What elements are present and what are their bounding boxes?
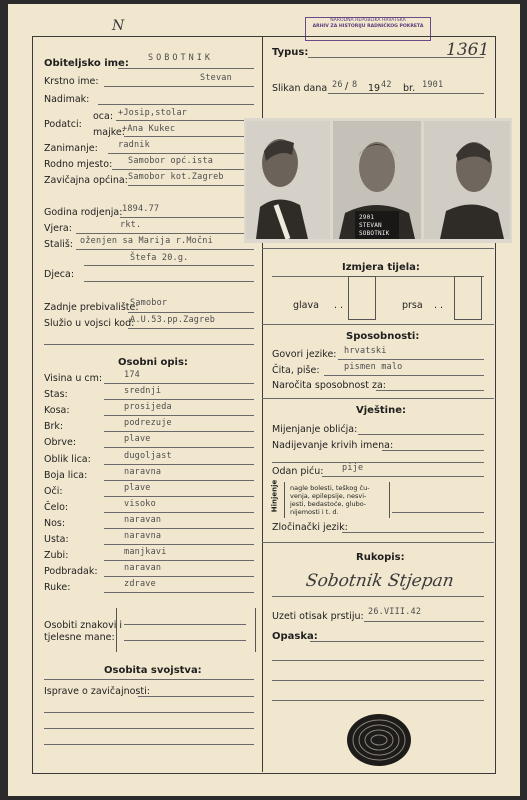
opis-label: Nos:	[44, 517, 66, 529]
zanimanje-label: Zanimanje:	[44, 143, 98, 154]
stalis-line	[76, 249, 254, 250]
glava-label: glava	[293, 300, 319, 311]
godina-line	[120, 217, 254, 218]
otisak-value: 26.VIII.42	[368, 607, 422, 617]
krstno-ime-line	[104, 86, 254, 87]
isprave-line-4	[44, 744, 254, 745]
fingerprint-image	[344, 708, 414, 768]
cita-line	[324, 375, 484, 376]
otisak-line	[364, 621, 484, 622]
znakovi-label-1: Osobiti znakovi i	[44, 620, 123, 631]
opis-label: Zubi:	[44, 550, 69, 562]
znakovi-line-1	[124, 624, 246, 625]
rodno-mjesto-line	[112, 169, 254, 170]
opis-value: naravan	[124, 514, 162, 525]
mugshot-photo-strip	[244, 118, 512, 243]
godina-value: 1894.77	[122, 204, 160, 214]
vjera-line	[76, 233, 254, 234]
slikan-month: 8	[352, 80, 358, 90]
mijenjanje-line	[358, 434, 484, 435]
stalis-value: oženjen sa Marija r.Močni	[80, 236, 213, 246]
opis-label: Čelo:	[44, 501, 69, 513]
opis-label: Podbradak:	[44, 566, 98, 578]
opis-line	[104, 576, 254, 577]
opis-line	[104, 512, 254, 513]
prsa-dots: . .	[434, 300, 444, 311]
handwritten-letter-n: N	[112, 18, 125, 34]
majke-value: +Ana Kukec	[122, 124, 176, 134]
hinjenje-text-line: nagle bolesti, teškog ču-	[290, 484, 370, 492]
godina-label: Godina rodjenja:	[44, 207, 123, 218]
isprave-line-3	[44, 728, 254, 729]
svojstva-line	[44, 679, 254, 680]
zlocinacki-label: Zločinački jezik:	[272, 522, 348, 533]
br-label: br.	[403, 83, 416, 94]
opis-line	[104, 383, 254, 384]
signature: Sobotnik Stjepan	[304, 571, 456, 591]
opis-value: visoko	[124, 498, 156, 509]
narocita-line	[376, 390, 484, 391]
sposobnosti-heading: Sposobnosti:	[346, 331, 420, 342]
opis-value: manjkavi	[124, 547, 167, 558]
odan-label: Odan piću:	[272, 466, 324, 477]
slikan-year: 42	[381, 80, 392, 90]
izmjera-heading: Izmjera tijela:	[342, 262, 420, 273]
opaska-label: Opaska:	[272, 631, 318, 642]
osobita-svojstva-heading: Osobita svojstva:	[104, 665, 202, 676]
majke-line	[124, 136, 254, 137]
rodno-mjesto-value: Samobor opć.ista	[128, 156, 214, 166]
podatci-label: Podatci:	[44, 119, 82, 130]
izmjera-bottom-line	[262, 324, 494, 325]
zanimanje-value: radnik	[118, 140, 150, 150]
opis-value: dugoljast	[124, 450, 172, 461]
mugshot-profile-left	[246, 121, 330, 239]
opaska-line-3	[272, 680, 484, 681]
majke-label: majke:	[93, 127, 125, 138]
vojska-value: A.U.53.pp.Zagreb	[130, 315, 216, 325]
photo-tag-number: 2901	[359, 214, 375, 221]
mugshot-profile-right	[424, 121, 510, 239]
opis-value: 174	[124, 370, 140, 380]
photo-bottom-line	[262, 248, 494, 249]
opaska-line	[310, 641, 484, 642]
slikan-label: Slikan dana	[272, 83, 328, 94]
opis-value: zdrave	[124, 579, 156, 590]
profile-right-portrait	[424, 121, 510, 239]
vjera-label: Vjera:	[44, 223, 72, 234]
isprave-label: Isprave o zavičajnosti:	[44, 686, 150, 697]
isprave-line-1	[138, 696, 254, 697]
cita-label: Čita, piše:	[272, 365, 320, 376]
zanimanje-line	[108, 153, 254, 154]
otisak-label: Uzeti otisak prstiju:	[272, 611, 364, 622]
odan-line	[322, 476, 484, 477]
slikan-separator: /	[345, 81, 349, 92]
vjestine-bottom-line	[262, 542, 494, 543]
photo-tag-surname: SOBOTNIK	[359, 230, 390, 237]
isprave-line-2	[44, 712, 254, 713]
oca-line	[116, 120, 254, 121]
znakovi-bracket	[116, 608, 256, 652]
nadimak-line	[98, 104, 254, 105]
opis-line	[104, 528, 254, 529]
djeca-line-2	[84, 281, 254, 282]
zlocinacki-line	[342, 532, 484, 533]
vojska-line-2	[44, 344, 254, 345]
hinjenje-answer-line	[392, 512, 484, 513]
stamp-line-2: ARHIV ZA HISTORIJU RADNIČKOG POKRETA	[312, 24, 424, 29]
opis-label: Obrve:	[44, 437, 77, 449]
photo-tag-firstname: STEVAN	[359, 222, 382, 229]
rukopis-line	[272, 596, 484, 597]
opis-value: podrezuje	[124, 418, 172, 429]
govori-value: hrvatski	[344, 346, 387, 356]
opaska-line-4	[272, 700, 484, 701]
slikan-year-prefix: 19	[368, 83, 381, 94]
opis-label: Ruke:	[44, 582, 71, 594]
opis-label: Usta:	[44, 534, 69, 545]
obiteljsko-ime-label: Obiteljsko ime:	[44, 58, 129, 69]
opis-line	[104, 496, 254, 497]
zavicajna-line	[128, 185, 254, 186]
typus-label: Typus:	[272, 47, 309, 58]
znakovi-label-2: tjelesne mane:	[44, 632, 115, 643]
stamp-line-1: NARODNA REPUBLIKA HRVATSKA	[330, 18, 406, 23]
odan-value: pije	[342, 463, 364, 473]
opis-line	[104, 544, 254, 545]
rodno-mjesto-label: Rodno mjesto:	[44, 159, 113, 170]
prsa-label: prsa	[402, 300, 423, 311]
rukopis-heading: Rukopis:	[356, 552, 405, 563]
znakovi-line-2	[124, 640, 246, 641]
prsa-box	[454, 276, 482, 320]
prebivaliste-value: Samobor	[130, 298, 168, 308]
opis-label: Kosa:	[44, 405, 70, 417]
krstno-ime-label: Krstno ime:	[44, 76, 99, 87]
opis-line	[104, 560, 254, 561]
djeca-value: Štefa 20.g.	[130, 253, 189, 263]
stalis-label: Stališ:	[44, 239, 74, 250]
zavicajna-value: Samobor kot.Zagreb	[128, 172, 224, 182]
opis-label: Oblik lica:	[44, 453, 91, 465]
mugshot-front	[333, 121, 421, 239]
slikan-day: 26	[332, 80, 343, 90]
govori-label: Govori jezike:	[272, 349, 337, 360]
vjera-value: rkt.	[120, 220, 142, 230]
opis-value: naravna	[124, 466, 162, 477]
opis-line	[104, 431, 254, 432]
nadimak-label: Nadimak:	[44, 94, 90, 105]
djeca-label: Djeca:	[44, 269, 75, 280]
osobni-opis-heading: Osobni opis:	[118, 357, 188, 368]
nadijevanje-line	[382, 450, 484, 451]
vjestine-extra-line	[272, 462, 484, 463]
hinjenje-text-line: jesti, bedastoće, glubo-	[290, 500, 367, 508]
opis-value: plave	[124, 482, 151, 493]
opis-line	[104, 415, 254, 416]
opis-line	[104, 480, 254, 481]
profile-left-portrait	[246, 121, 330, 239]
glava-box	[348, 276, 376, 320]
prebivaliste-label: Zadnje prebivalište:	[44, 302, 139, 313]
djeca-line-1	[84, 265, 254, 266]
mijenjanje-label: Mijenjanje oblićja:	[272, 424, 358, 435]
oca-label: oca:	[93, 111, 114, 122]
opaska-line-2	[272, 660, 484, 661]
sposobnosti-bottom-line	[262, 398, 494, 399]
vojska-label: Služio u vojsci kod:	[44, 318, 135, 329]
govori-line	[338, 359, 484, 360]
obiteljsko-ime-line	[118, 68, 254, 69]
krstno-ime-value: Stevan	[200, 73, 232, 83]
cita-value: pismen malo	[344, 362, 403, 372]
opis-label: Oči:	[44, 485, 63, 497]
opis-line	[104, 399, 254, 400]
opis-label: Boja lica:	[44, 469, 88, 481]
opis-line	[104, 447, 254, 448]
hinjenje-label: Hinjenje	[270, 479, 279, 513]
hinjenje-text-line: nijemosti i t. d.	[290, 508, 339, 516]
glava-dots: . .	[334, 300, 344, 311]
hinjenje-text-line: venja, epilepsije, nesvi-	[290, 492, 367, 500]
oca-value: +Josip,stolar	[118, 108, 188, 118]
opis-value: srednji	[124, 386, 162, 397]
zavicajna-label: Zavičajna općina:	[44, 175, 128, 186]
vjestine-heading: Vještine:	[356, 405, 407, 416]
opis-line	[104, 592, 254, 593]
handwritten-number: 1361	[446, 40, 490, 60]
narocita-label: Naročita sposobnost za:	[272, 380, 386, 391]
prebivaliste-line	[128, 312, 254, 313]
opis-label: Visina u cm:	[44, 373, 103, 384]
izmjera-line	[272, 276, 484, 277]
opis-value: naravna	[124, 531, 162, 541]
obiteljsko-ime-value: SOBOTNIK	[148, 53, 213, 63]
opis-label: Brk:	[44, 421, 64, 433]
br-value: 1901	[422, 80, 444, 90]
opis-value: naravan	[124, 563, 162, 574]
opis-label: Stas:	[44, 389, 68, 401]
opis-value: prosijeda	[124, 402, 172, 413]
nadijevanje-label: Nadijevanje krivih imena:	[272, 440, 394, 451]
vojska-line	[128, 328, 254, 329]
opis-value: plave	[124, 434, 151, 445]
opis-line	[104, 464, 254, 465]
